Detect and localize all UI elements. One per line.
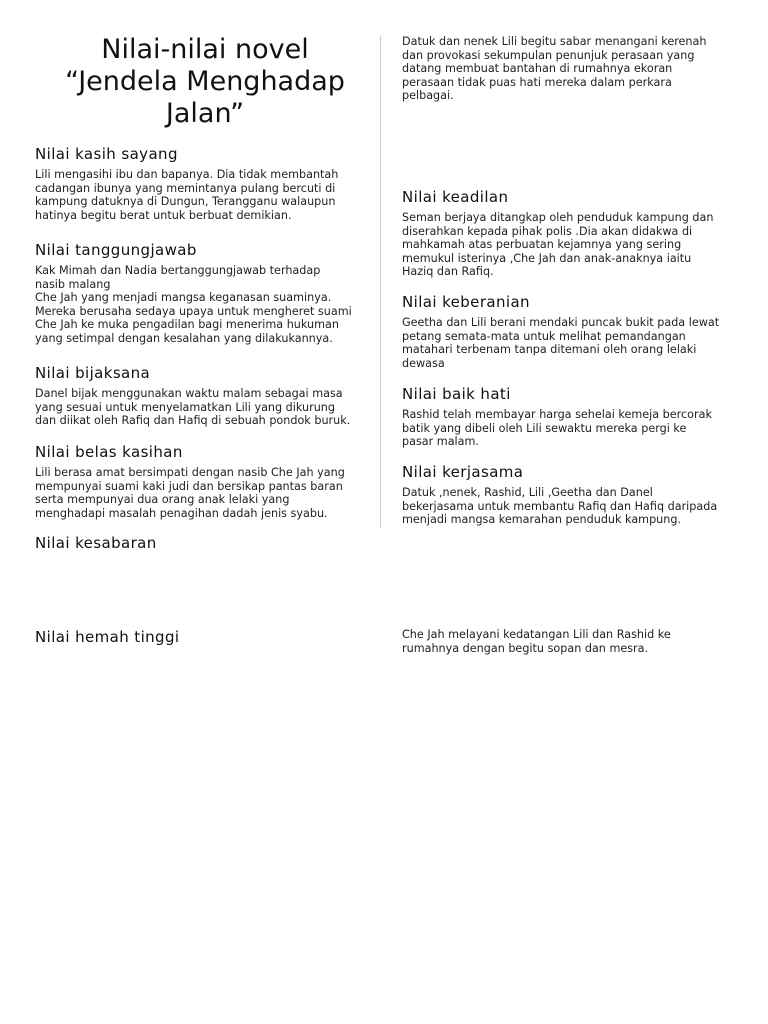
- section-heading: Nilai keberanian: [402, 293, 530, 311]
- page-title: Nilai-nilai novel “Jendela Menghadap Jalan”: [65, 34, 345, 129]
- section-heading: Nilai bijaksana: [35, 364, 151, 382]
- section-tanggungjawab: [35, 241, 369, 346]
- section-text: Lili mengasihi ibu dan bapanya. Dia tidak membantah cadangan ibunya yang memintanya pulang bercuti di kampung datuknya di Dungun, Terangganu walaupun hatinya begitu berat untuk berbuat demikian.: [35, 168, 339, 222]
- section-heading: Nilai kesabaran: [35, 534, 157, 552]
- kesabaran-text: Datuk dan nenek Lili begitu sabar menangani kerenah dan provokasi sekumpulan penunjuk perasaan yang datang membuat bantahan di rumahnya ekoran perasaan tidak puas hati mereka dalam perkara pelbagai.: [402, 35, 707, 103]
- section-heading: Nilai keadilan: [402, 188, 509, 206]
- section-baik-hati: [402, 385, 742, 449]
- section-text: Geetha dan Lili berani mendaki puncak bukit pada lewat petang semata-mata untuk melihat pemandangan matahari terbenam tanpa ditemani oleh orang lelaki dewasa: [402, 316, 720, 370]
- section-kesabaran: [35, 534, 369, 552]
- section-text: Rashid telah membayar harga sehelai kemeja bercorak batik yang dibeli oleh Lili sewaktu mereka pergi ke pasar malam.: [402, 408, 712, 449]
- section-heading: Nilai hemah tinggi: [35, 628, 180, 646]
- section-keberanian: [402, 293, 742, 370]
- section-keadilan: [402, 188, 742, 279]
- section-kasih-sayang: [35, 145, 369, 222]
- section-kerjasama: [402, 463, 742, 527]
- section-text: Lili berasa amat bersimpati dengan nasib Che Jah yang mempunyai suami kaki judi dan bersikap pantas baran serta mempunyai dua orang anak lelaki yang menghadapi masalah penagihan dadah jenis syabu.: [35, 466, 345, 520]
- section-heading: Nilai baik hati: [402, 385, 511, 403]
- section-text: Datuk ,nenek, Rashid, Lili ,Geetha dan Danel bekerjasama untuk membantu Rafiq dan Hafiq daripada menjadi mangsa kemarahan penduduk kampung.: [402, 486, 718, 527]
- hemah-tinggi-text: Che Jah melayani kedatangan Lili dan Rashid ke rumahnya dengan begitu sopan dan mesra.: [402, 628, 671, 655]
- section-text: Kak Mimah dan Nadia bertanggungjawab terhadap nasib malang Che Jah yang menjadi mangsa keganasan suaminya. Mereka berusaha sedaya upaya untuk mengheret suami Che Jah ke muka pengadilan bagi menerima hukuman yang setimpal dengan kesalahan yang dilakukannya.: [35, 264, 352, 345]
- section-heading: Nilai belas kasihan: [35, 443, 183, 461]
- section-heading: Nilai tanggungjawab: [35, 241, 197, 259]
- section-bijaksana: [35, 364, 369, 428]
- section-hemah-tinggi: [35, 628, 369, 646]
- section-belas-kasihan: [35, 443, 369, 520]
- section-heading: Nilai kasih sayang: [35, 145, 178, 163]
- section-text: Seman berjaya ditangkap oleh penduduk kampung dan diserahkan kepada pihak polis .Dia akan didakwa di mahkamah atas perbuatan kejamnya yang sering memukul isterinya ,Che Jah dan anak-anaknya iaitu Haziq dan Rafiq.: [402, 211, 714, 279]
- section-text: Danel bijak menggunakan waktu malam sebagai masa yang sesuai untuk menyelamatkan Lili yang dikurung dan diikat oleh Rafiq dan Hafiq di sebuah pondok buruk.: [35, 387, 351, 428]
- column-divider: [380, 36, 381, 528]
- section-heading: Nilai kerjasama: [402, 463, 524, 481]
